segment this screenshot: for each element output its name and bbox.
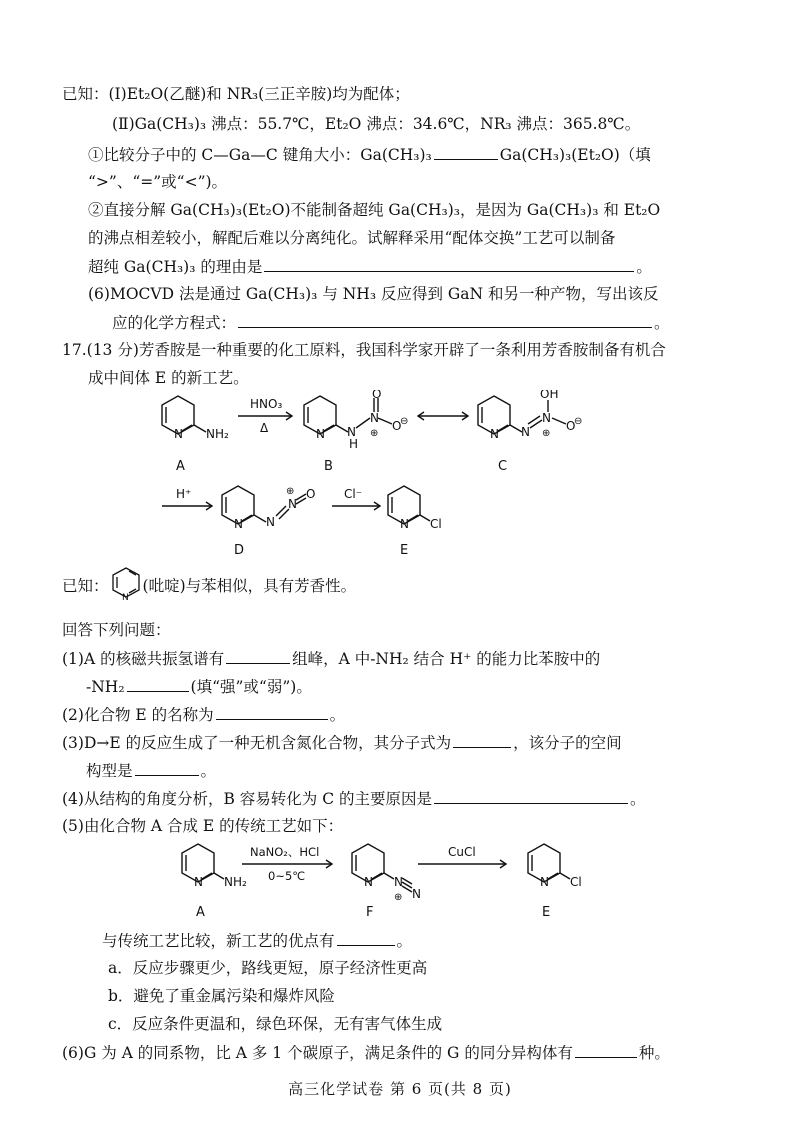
oh-label: OH [540, 390, 559, 401]
answer-blank[interactable] [264, 256, 634, 272]
reagent-h-plus: H⁺ [176, 487, 192, 501]
option-b: b．避免了重金属污染和爆炸风险 [108, 987, 335, 1005]
atom-Cl: Cl [570, 875, 582, 889]
answer-blank[interactable] [216, 704, 328, 720]
answer-blank[interactable] [453, 732, 511, 748]
atom-N: N [121, 593, 129, 600]
compound-label-A: A [176, 459, 185, 474]
q17-5-intro: (5)由化合物 A 合成 E 的传统工艺如下： [62, 817, 344, 835]
plus-charge: ⊕ [394, 892, 403, 903]
answer-blank[interactable] [337, 930, 395, 946]
q16-part2-line2: 的沸点相差较小，解配后难以分离纯化。试解释采用“配体交换”工艺可以制备 [88, 229, 616, 247]
q17-2: (2)化合物 E 的名称为 。 [62, 706, 346, 724]
reagent-cucl: CuCl [448, 845, 476, 859]
answer-blank[interactable] [226, 648, 290, 664]
atom-N: N [288, 497, 297, 511]
plus-charge: ⊕ [286, 486, 295, 497]
compound-label-C: C [498, 459, 508, 474]
known-pyridine: 已知： N (吡啶)与苯相似，具有芳香性。 [62, 574, 356, 600]
q17-1-line2: -NH₂ (填“强”或“弱”)。 [86, 678, 312, 696]
atom-N: N [542, 411, 551, 425]
minus-charge: ⊖ [574, 416, 583, 427]
q16-part1: ①比较分子中的 C—Ga—C 键角大小：Ga(CH₃)₃ Ga(CH₃)₃(Et₂O)（填 [88, 146, 651, 164]
q17-3-line1: (3)D→E 的反应生成了一种无机含氮化合物，其分子式为 ，该分子的空间 [62, 734, 622, 752]
atom-N: N [316, 427, 325, 441]
q17-1-line1: (1)A 的核磁共振氢谱有 组峰，A 中-NH₂ 结合 H⁺ 的能力比苯胺中的 [62, 650, 601, 668]
page-footer: 高三化学试卷 第 6 页(共 8 页) [288, 1080, 512, 1098]
atom-N: N [540, 875, 549, 889]
atom-O: O [566, 419, 576, 433]
atom-N: N [400, 517, 409, 531]
answer-blank[interactable] [238, 312, 652, 328]
reagent-nano2-hcl: NaNO₂、HCl [250, 845, 320, 859]
reagent-heat: Δ [260, 421, 269, 435]
atom-N: N [370, 411, 379, 425]
reaction-scheme-1 [0, 390, 800, 480]
answer-blank[interactable] [127, 676, 189, 692]
atom-H: H [349, 437, 359, 451]
atom-N: N [194, 875, 203, 889]
answer-blank[interactable] [434, 788, 628, 804]
reaction-scheme-2 [0, 480, 800, 560]
compound-label-D: D [234, 543, 245, 558]
plus-charge: ⊕ [370, 428, 379, 439]
compound-label-A: A [196, 905, 205, 920]
compound-label-E: E [400, 543, 409, 558]
q16-part6-line1: (6)MOCVD 法是通过 Ga(CH₃)₃ 与 NH₃ 反应得到 GaN 和另一种产物，写出该反 [88, 285, 659, 303]
atom-N: N [174, 427, 183, 441]
reagent-cl-minus: Cl⁻ [344, 487, 363, 501]
q17-6: (6)G 为 A 的同系物，比 A 多 1 个碳原子，满足条件的 G 的同分异构体有 种。 [62, 1044, 670, 1062]
compound-label-B: B [324, 459, 333, 474]
answer-blank[interactable] [575, 1042, 637, 1058]
q17-3-line2: 构型是 。 [86, 762, 217, 780]
q17-intro-line1: 17.(13 分)芳香胺是一种重要的化工原料，我国科学家开辟了一条利用芳香胺制备有机合 [62, 341, 666, 359]
nh2-label: NH₂ [224, 875, 247, 889]
minus-charge: ⊖ [400, 416, 409, 427]
option-c: c．反应条件更温和，绿色环保，无有害气体生成 [108, 1015, 443, 1033]
atom-N: N [347, 425, 356, 439]
atom-O: O [372, 390, 382, 401]
q17-4: (4)从结构的角度分析，B 容易转化为 C 的主要原因是 。 [62, 790, 646, 808]
nh2-label: NH₂ [206, 427, 229, 441]
q17-intro-line2: 成中间体 E 的新工艺。 [88, 369, 249, 387]
answer-header: 回答下列问题： [62, 621, 171, 639]
answer-blank[interactable] [434, 144, 498, 160]
q16-part2-line3: 超纯 Ga(CH₃)₃ 的理由是 。 [88, 258, 652, 276]
reagent-temperature: 0~5℃ [268, 869, 306, 883]
known-i: 已知：(Ⅰ)Et₂O(乙醚)和 NR₃(三正辛胺)均为配体； [62, 85, 410, 103]
plus-charge: ⊕ [542, 428, 551, 439]
atom-Cl: Cl [430, 517, 442, 531]
atom-N: N [364, 875, 373, 889]
compound-label-E: E [542, 905, 551, 920]
reagent-hno3: HNO₃ [250, 397, 283, 411]
atom-N: N [412, 887, 421, 901]
atom-N: N [234, 517, 243, 531]
atom-O: O [392, 419, 402, 433]
answer-blank[interactable] [135, 760, 199, 776]
atom-N: N [521, 425, 530, 439]
atom-N: N [266, 515, 275, 529]
compound-label-F: F [366, 905, 374, 920]
q17-5-question: 与传统工艺比较，新工艺的优点有 。 [102, 932, 413, 950]
atom-O: O [306, 487, 316, 501]
q16-part1-cont: “>”、“=”或“<”)。 [88, 173, 228, 191]
reaction-scheme-3 [0, 836, 800, 926]
atom-N: N [490, 427, 499, 441]
atom-N: N [394, 875, 403, 889]
known-ii: (Ⅱ)Ga(CH₃)₃ 沸点：55.7℃，Et₂O 沸点：34.6℃，NR₃ 沸点：365.8℃。 [112, 115, 641, 133]
q16-part6-line2: 应的化学方程式： 。 [112, 314, 670, 332]
pyridine-structure [109, 566, 143, 600]
option-a: a．反应步骤更少，路线更短，原子经济性更高 [108, 959, 428, 977]
q16-part2-line1: ②直接分解 Ga(CH₃)₃(Et₂O)不能制备超纯 Ga(CH₃)₃，是因为 Ga(CH₃)₃ 和 Et₂O [88, 201, 661, 219]
